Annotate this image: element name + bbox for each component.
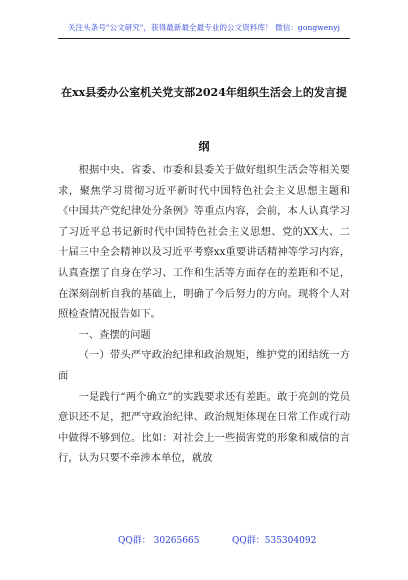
subsection-heading: （一）带头严守政治纪律和政治规矩，维护党的团结统一方面 <box>58 349 350 382</box>
footer-qq-group-right: QQ群：535304092 <box>232 536 317 546</box>
header-divider <box>58 38 350 39</box>
section-heading: 一、查摆的问题 <box>78 328 151 341</box>
header-watermark-text: 关注头条号"公文研究"，获得最新最全最专业的公文资料库！ 微信：gongwenyj <box>67 23 341 32</box>
intro-paragraph: 根据中央、省委、市委和县委关于做好组织生活会等相关要求，聚焦学习贯彻习近平新时代中国特色社会主义思想主题和《中国共产党纪律处分条例》等重点内容，会前，本人认真学习了习近平总书记新时代中国特色社会主义思想、党的XX大、二十届三中全会精神以及习近平考察xx重要讲话精神等学习内容，认真查摆了自身在学习、工作和生活等方面存在的差距和不足，在深刻剖析自我的基础上，明确了今后努力的方向。现将个人对照检查情况报告如下。 <box>58 164 350 321</box>
document-title: 在xx县委办公室机关党支部2024年组织生活会上的发言提纲 <box>61 86 347 153</box>
document-body <box>58 160 350 469</box>
footer-qq-group-left: QQ群： 30265665 <box>118 536 200 546</box>
body-paragraph: 一是践行“两个确立”的实践要求还有差距。敢于亮剑的党员意识还不足，把严守政治纪律、政治规矩体现在日常工作或行动中做得不够到位。比如：对社会上一些损害党的形象和威信的言行，认为只要不牵涉本单位，就放 <box>58 390 350 465</box>
